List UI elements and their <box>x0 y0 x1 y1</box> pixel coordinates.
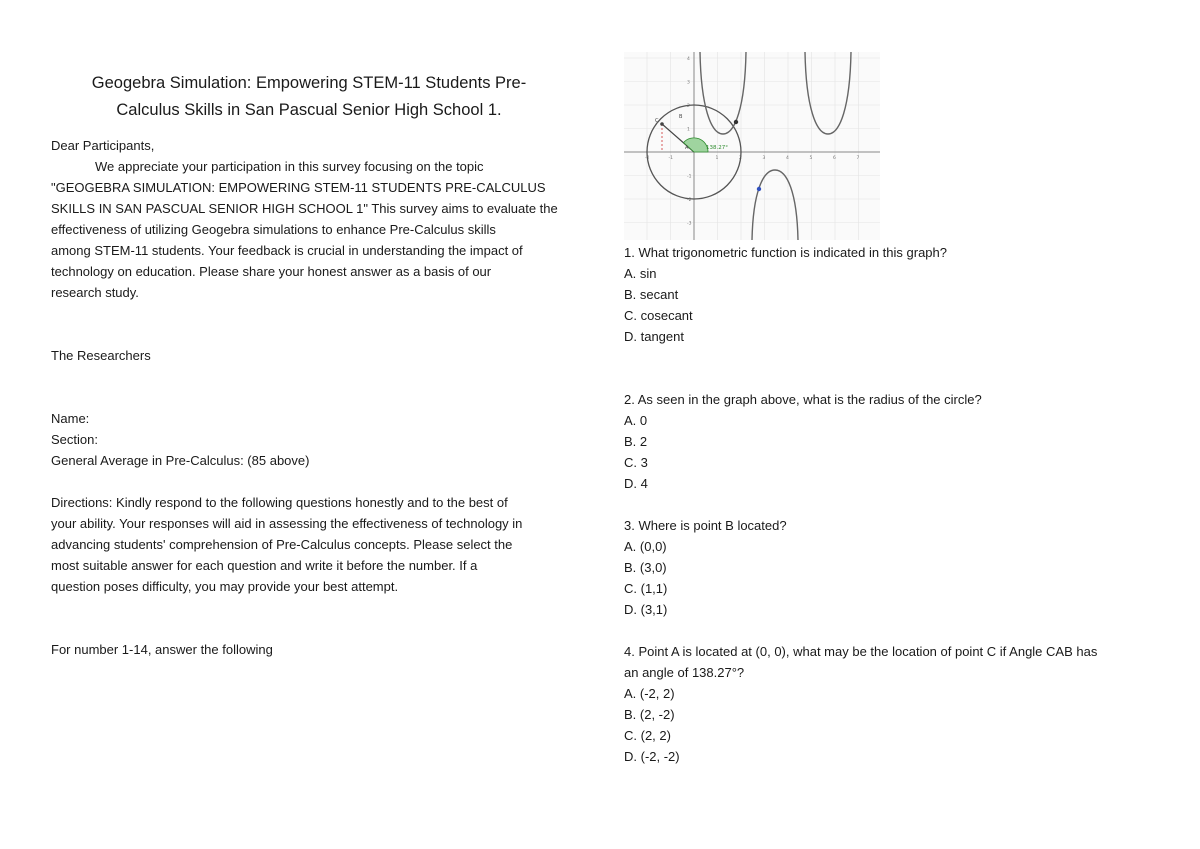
question-1 <box>624 242 1164 347</box>
instruction-text: For number 1-14, answer the following <box>51 642 273 657</box>
x-tick-label: -1 <box>668 156 673 161</box>
y-tick-label: 4 <box>687 57 690 62</box>
questions-column <box>624 52 1164 767</box>
directions-line: question poses difficulty, you may provide your best attempt. <box>51 579 399 594</box>
graph-svg <box>624 52 880 240</box>
x-tick-label: 7 <box>856 156 860 161</box>
directions-line: advancing students' comprehension of Pre-Calculus concepts. Please select the <box>51 537 513 552</box>
angle-label: 138.27° <box>706 145 728 151</box>
option: B. (2, -2) <box>624 707 675 722</box>
name-field-label: Name: <box>51 411 90 426</box>
intro-line: We appreciate your participation in this survey focusing on the topic <box>95 159 484 174</box>
x-tick-label: 1 <box>715 156 719 161</box>
option: C. (2, 2) <box>624 728 671 743</box>
option: B. (3,0) <box>624 560 667 575</box>
intro-line: among STEM-11 students. Your feedback is crucial in understanding the impact of <box>51 243 523 258</box>
graph-background <box>624 52 880 240</box>
option: A. (0,0) <box>624 539 667 554</box>
salutation: Dear Participants, <box>51 138 155 153</box>
y-tick-label: 2 <box>687 104 690 109</box>
directions-line: your ability. Your responses will aid in assessing the effectiveness of technology in <box>51 516 523 531</box>
option: D. (-2, -2) <box>624 749 680 764</box>
option: B. 2 <box>624 434 648 449</box>
question-text-continued: an angle of 138.27°? <box>624 665 745 680</box>
directions-line: Directions: Kindly respond to the following questions honestly and to the best of <box>51 495 508 510</box>
section-field-label: Section: <box>51 432 98 447</box>
question-3 <box>624 515 1164 620</box>
question-2 <box>624 389 1164 494</box>
option: C. cosecant <box>624 308 693 323</box>
signature: The Researchers <box>51 348 151 363</box>
question-text: 1. What trigonometric function is indicated in this graph? <box>624 245 948 260</box>
point-label-b: B <box>679 114 683 120</box>
question-text: 3. Where is point B located? <box>624 518 787 533</box>
y-tick-label: -3 <box>687 221 692 227</box>
intro-line: research study. <box>51 285 139 300</box>
question-text: 2. As seen in the graph above, what is the radius of the circle? <box>624 392 982 407</box>
point-c-marker <box>660 122 664 126</box>
intro-line: technology on education. Please share your honest answer as a basis of our <box>51 264 492 279</box>
document-title <box>51 70 581 124</box>
x-tick-label: 3 <box>762 156 766 161</box>
option: D. tangent <box>624 329 684 344</box>
average-field-label: General Average in Pre-Calculus: (85 above) <box>51 453 310 468</box>
question-4 <box>624 641 1164 767</box>
option: A. 0 <box>624 413 648 428</box>
question-text: 4. Point A is located at (0, 0), what may be the location of point C if Angle CAB has <box>624 644 1098 659</box>
option: B. secant <box>624 287 679 302</box>
intro-line: SKILLS IN SAN PASCUAL SENIOR HIGH SCHOOL 1" This survey aims to evaluate the <box>51 201 558 216</box>
directions-line: most suitable answer for each question and write it before the number. If a <box>51 558 478 573</box>
x-tick-label: -2 <box>645 156 650 161</box>
survey-intro-column <box>51 70 581 660</box>
y-tick-label: 1 <box>687 127 690 133</box>
intro-line: "GEOGEBRA SIMULATION: EMPOWERING STEM-11 STUDENTS PRE-CALCULUS <box>51 180 546 195</box>
geogebra-graph <box>624 52 880 240</box>
intro-line: effectiveness of utilizing Geogebra simulations to enhance Pre-Calculus skills <box>51 222 496 237</box>
intro-paragraph <box>51 156 581 303</box>
x-tick-label: 2 <box>739 156 742 161</box>
option: C. 3 <box>624 455 648 470</box>
y-tick-label: -1 <box>687 174 692 180</box>
x-tick-label: 5 <box>809 156 813 161</box>
title-line-2: Calculus Skills in San Pascual Senior High School 1. <box>116 101 502 119</box>
x-tick-label: 6 <box>833 156 836 161</box>
option: A. sin <box>624 266 657 281</box>
option: A. (-2, 2) <box>624 686 675 701</box>
directions-paragraph <box>51 492 581 597</box>
point-label-a: A <box>685 145 689 151</box>
x-tick-label: 4 <box>786 156 789 161</box>
title-line-1: Geogebra Simulation: Empowering STEM-11 Students Pre- <box>91 74 527 92</box>
point-marker <box>734 120 738 124</box>
y-tick-label: 3 <box>687 80 690 86</box>
option: C. (1,1) <box>624 581 668 596</box>
point-marker <box>757 187 761 191</box>
y-tick-label: -2 <box>687 198 692 203</box>
option: D. 4 <box>624 476 648 491</box>
point-label-c: C <box>655 118 659 124</box>
option: D. (3,1) <box>624 602 668 617</box>
